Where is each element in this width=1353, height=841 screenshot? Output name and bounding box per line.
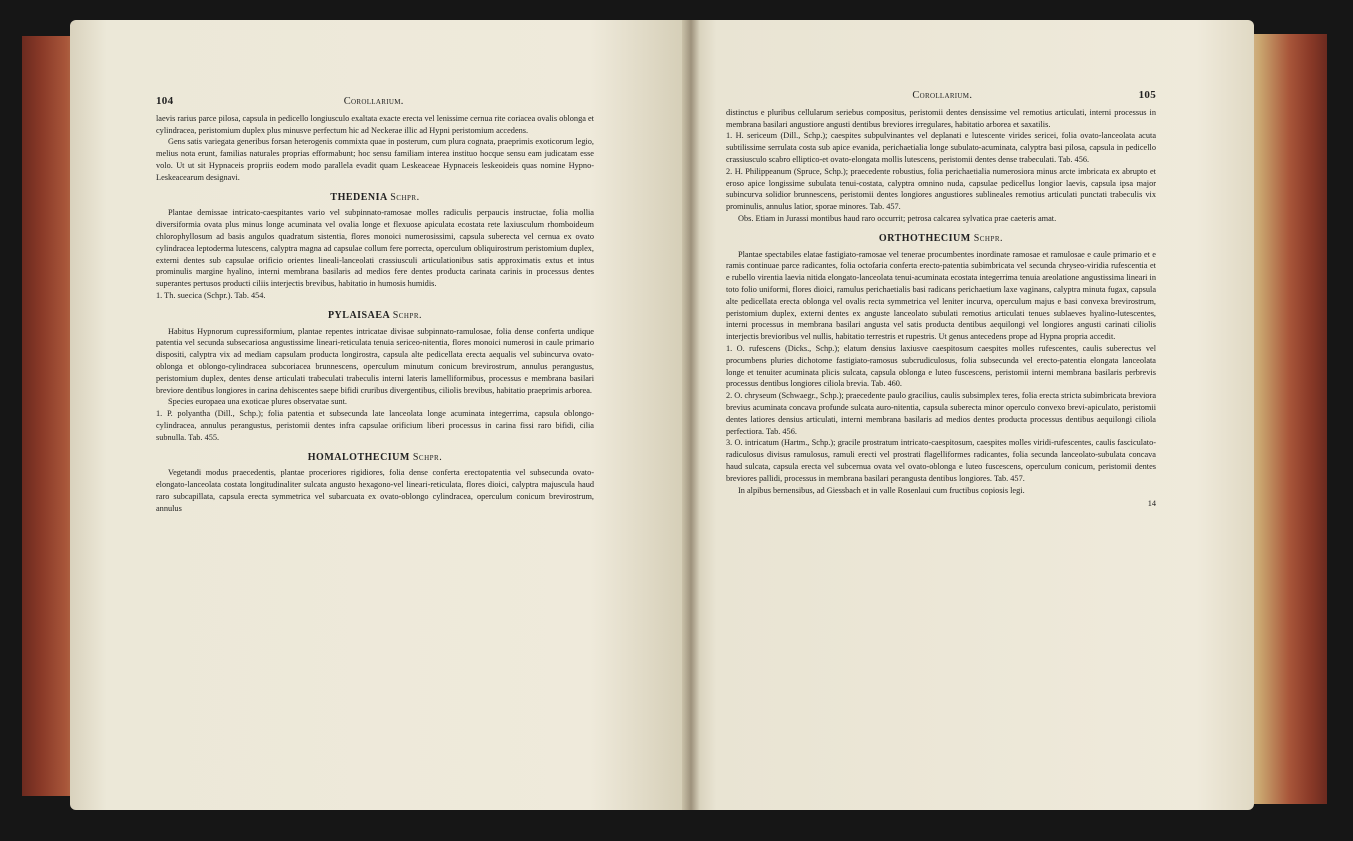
- thedenia-heading: THEDENIA Schpr.: [330, 191, 420, 203]
- pylaisaea-species: 1. P. polyantha (Dill., Schp.); folia patentia et subsecunda late lanceolata longe acuminata integerrima, capsula oblongo-cylindracea, annulus perangustus, peristomii dentes infra capsulae orificium liberi processus in carina fissi raro bifidi, cilia subnulla. Tab. 455.: [156, 409, 594, 442]
- left-page-number: 104: [156, 95, 174, 107]
- continuation-paragraph: distinctus e pluribus cellularum seriebus compositus, peristomii dentes densissime vel remotius articulati, interni processus in membrana basilari angustiore angusti dentibus breviores irregulares, habitatio arborea et saxatilis.: [726, 107, 1156, 129]
- left-page-content: [156, 96, 594, 515]
- homalothecium-species-1: 1. H. sericeum (Dill., Schp.); caespites subpulvinantes vel deplanati e lutescente virides sericei, folia ovato-lanceolata acuta subtilissime serrulata costa sub apice evanida, perichaetialia longe subulato-acuminata, calyptra basi pilosa, capsula in pedicello crassiusculo scabro elliptico-et ovato-elongata mollis lutescens, peristomii dentes dense trabeculati. Tab. 456.: [726, 131, 1156, 164]
- orthothecium-closing: In alpibus bernensibus, ad Giessbach et in valle Rosenlaui cum fructibus copiosis legi.: [738, 485, 1025, 495]
- orthothecium-species-3: 3. O. intricatum (Hartm., Schp.); gracile prostratum intricato-caespitosum, caespites molles viridi-rufescentes, caulis fasciculato-radiculosus divisus ramulosus, ramuli erecti vel prostrati flagelliformes radicantes, folia secunda lanceolato-subulata concava haud sulcata, capsula erecta vel subcernua ovata vel ovato-oblonga e luteo fuscescens, operculum conicum, peristomii dentes breviores pallidi, processus in membrana basilari perangusta dentibus longiores. Tab. 457.: [726, 438, 1156, 483]
- homalothecium-species-2: 2. H. Philippeanum (Spruce, Schp.); praecedente robustius, folia perichaetialia numerosiora minus arcte imbricata ex abrupto et eroso apice longissime subulata tenui-costata, calyptra omnino nuda, capsulae pedicellus longior laevis, capsula ipsa major subincurva solidior brunnescens, peristomii dentes longiores angustiores sublineales remotius articulati punctati trabeculis vix prominulis, annulus latior, sporae minores. Tab. 457.: [726, 166, 1156, 212]
- book-gutter: [682, 20, 700, 810]
- open-book: [22, 14, 1327, 826]
- right-page-number: 105: [1138, 89, 1156, 101]
- thedenia-description: Plantae demissae intricato-caespitantes vario vel subpinnato-ramosae molles radiculis perpaucis instructae, folia mollia diversiformia ovata plus minus longe acuminata vel ovalia longe et flexuose apiculata ecostata rete laxiusculum rhomboideum chlorophyllosum ad basis angulos quadratum sistentia, flores monoici numerosissimi, capsula suberecta vel cernua ex ovato cylindracea leptoderma lutescens, calyptra magna ad capsulae collum fere porrecta, operculum obliquirostrum peristomium duplex, externi dentes sub capsulae orificio orientes lineali-lanceolati crassiusculi articulationibus satis approximatis extus et intus prominulis margine hyalino, interni membrana basilaris ad medios fere dentes producta carinata carinis in processus dentes superantes pertusos producti ciliis interjectis brevibus, habitatio in humosis humidis.: [156, 208, 594, 289]
- pylaisaea-description: Habitus Hypnorum cupressiformium, plantae repentes intricatae divisae subpinnato-ramulosae, folia dense conferta undique patentia vel secunda subsecariosa angustissime lineari-reticulata tenuia sericeo-nitentia, flores monoici numerosi in caule primario dispositi, calyptra vix ad mediam capsulam producta longirostra, capsula alte pedicellata erecta aequalis vel subincurva ovato-oblonga et oblongo-cylindracea subcoriacea brunnescens, operculum minutum conicum brevirostrum, annulus perangustus, peristomium duplex, dentes dense articulati trabeculati trabeculis interni lateris lamelliformibus, processus e membrana basilari breviore dentibus longiores in carina dehiscentes saepe bifidi cruribus divergentibus, ciliolis brevibus, habitatio praeprimis arborea.: [156, 326, 594, 395]
- gens-paragraph: Gens satis variegata generibus forsan heterogenis commixta quae in posterum, cum plura cognata, praeprimis exoticorum legio, melius nota erunt, familias naturales proprias efformabunt; hoc sensu familiam interea instituo hocque sensu eam judicatam esse volo. Ut ut sit Hypnaceis propriis eodem modo parallela evadit quam Leskeaceae Hypnaceis leskeoideis quas nomine Hypno-Leskeacearum designavi.: [156, 137, 594, 182]
- orthothecium-heading: ORTHOTHECIUM Schpr.: [878, 232, 1004, 244]
- orthothecium-description: Plantae spectabiles elatae fastigiato-ramosae vel tenerae procumbentes inordinate ramosae et ramulosae e caule primario et e ramis continuae parce radicantes, folia octofaria conferta erecto-patentia subimbricata vel secunda chryseo-viridia rufescentia et e rubello virentia laevia nitida elongato-lanceolata tenui-acuminata ecostata integerrima tenuia areolatione angustissima lineari in toto folio uniformi, flores dioici, ramulus perichaetialis basi radicans perichaetium laxe vaginans, calyptra minuta fugax, capsula alte pedicellata erecta oblonga vel ovalis recta symmetrica vel leniter incurva, operculum majus e basi convexa brevirostrum, peristomium duplex, externi dentes ex anguste lanceolato subulati remotius articulati tenues sublaeves hyalino-lutescentes, interni processus in membrana basilari angusta vel satis producta dentibus aequilongi vel longiores angusti carinati ciliolis interjectis brevioribus vel nullis, habitatio terrestris et rupestris. Ut genus antecedens prope ad Hypna propria accedit.: [726, 249, 1156, 342]
- right-page: [682, 20, 1254, 810]
- pylaisaea-heading: PYLAISAEA Schpr.: [327, 309, 423, 321]
- right-running-title: Corollarium.: [912, 90, 973, 101]
- homalothecium-description: Vegetandi modus praecedentis, plantae proceriores rigidiores, folia dense conferta erectopatentia vel subsecunda ovato-elongato-lanceolata costata longitudinaliter sulcata angusto hexagono-vel lineari-reticulata, flores dioici, calyptra majuscula haud raro subcapillata, capsula erecta symmetrica vel subarcuata ex ovato-oblongo cylindracea, operculum conicum brevirostrum, annulus: [156, 468, 594, 513]
- thedenia-species: 1. Th. suecica (Schpr.). Tab. 454.: [156, 290, 266, 300]
- orthothecium-species-2: 2. O. chryseum (Schwaegr., Schp.); praecedente paulo gracilius, caulis subsimplex teres, folia erecta stricta subimbricata breviora brevius acuminata concava profunde sulcata auro-nitentia, capsula suberecta minor operculo convexo brevi-apiculato, peristomii dentes latiores densius articulati, interni membrana basilaris ad medios dentes producta processus dentibus aequilongi ciliola perfectiora. Tab. 456.: [726, 391, 1156, 436]
- pylaisaea-species-note: Species europaea una exoticae plures observatae sunt.: [168, 397, 347, 407]
- left-running-title: Corollarium.: [343, 96, 404, 107]
- orthothecium-species-1: 1. O. rufescens (Dicks., Schp.); elatum densius laxiusve caespitosum caespites molles rufescentes, caulis suberectus vel procumbens pluries dichotome fastigiato-ramosus subcrudiculosus, folia subsecunda vel erecto-patentia elongata lanceolata longe et tenuiter acuminata plicis sulcata, capsula oblonga e luteo fuscescens, peristomii interni membrana basilaris perbrevis processus dentibus longiores ciliola brevia. Tab. 460.: [726, 343, 1156, 389]
- left-running-head: [156, 96, 594, 108]
- intro-paragraph: laevis rarius parce pilosa, capsula in pedicello longiusculo exaltata exacte erecta vel lenissime cernua rite coriacea ovalis oblonga et cylindracea, peristomium duplex plus minusve perfectum hic ad Neckerae illic ad Hypni peristomium accedens.: [156, 113, 594, 135]
- right-running-head: [726, 90, 1156, 102]
- homalothecium-heading: HOMALOTHECIUM Schpr.: [307, 451, 443, 463]
- signature-mark: 14: [1147, 499, 1156, 509]
- left-page: [70, 20, 682, 810]
- right-page-content: [726, 90, 1156, 510]
- obs-note: Obs. Etiam in Jurassi montibus haud raro occurrit; petrosa calcarea sylvatica prae caeteris amat.: [738, 213, 1057, 223]
